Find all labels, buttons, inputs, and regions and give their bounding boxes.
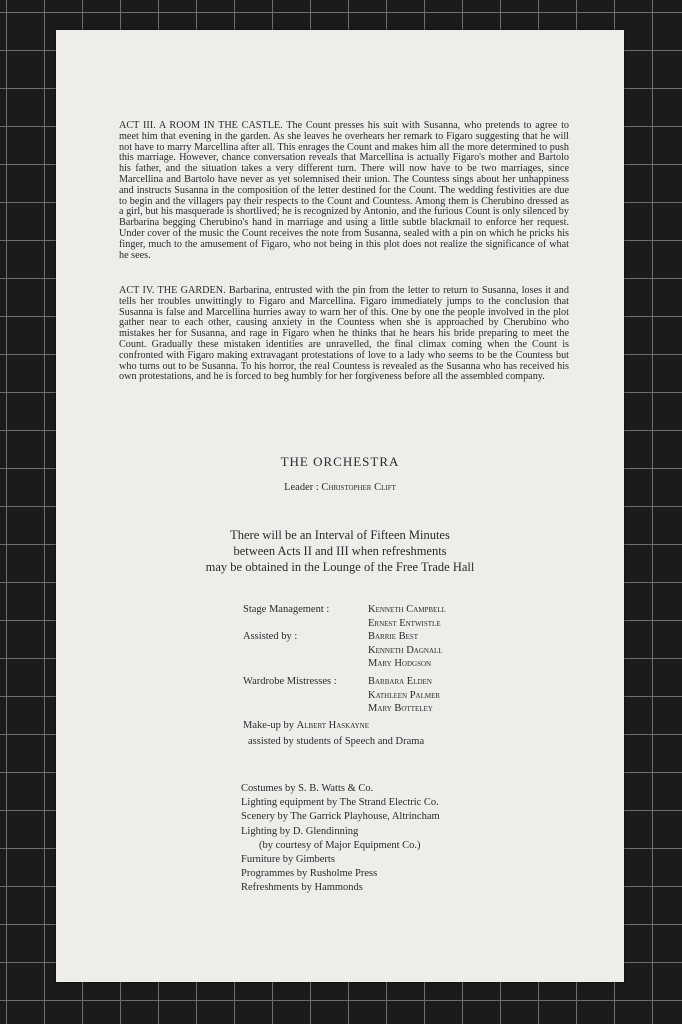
stage-management-label: Stage Management : [243,604,330,615]
assisted-by-label: Assisted by : [243,631,298,642]
makeup-line-1 [243,718,424,734]
production-credits [241,782,440,896]
credit-line: Furniture by Gimberts [241,854,335,866]
makeup-name: Albert Haskayne [296,720,369,731]
crew-name: Barbara Elden [368,676,432,687]
stage-management-names [368,603,446,630]
assisted-by-names [368,630,443,671]
leader-name: Christopher Clift [321,482,396,493]
wardrobe-label: Wardrobe Mistresses : [243,676,337,687]
credit-line: Scenery by The Garrick Playhouse, Altrincham [241,811,440,823]
makeup-credit [243,718,424,750]
crew-name: Kathleen Palmer [368,689,441,701]
interval-notice [56,527,624,575]
crew-name: Barrie Best [368,631,419,642]
orchestra-leader [56,482,624,493]
makeup-prefix: Make-up by [243,720,295,731]
programme-page [56,30,624,982]
crew-name: Kenneth Dagnall [368,644,443,656]
credit-line: Programmes by Rusholme Press [241,868,378,880]
act-3-synopsis: ACT III. A ROOM IN THE CASTLE. The Count presses his suit with Susanna, who pretends to agree to meet him that evening in the garden. As she leaves he overhears her remark to Figaro suggesting that he will not have to marry Marcellina after all. This enrages the Count and makes him all the more determined to push this marriage. However, chance conversation reveals that Marcellina is actually Figaro's mother and Bartolo his father, and the situation takes a very different turn. There will now have to be two marriages, since Marcellina and Bartolo have never as yet solemnised their union. The Countess sings about her unhappiness and instructs Susanna in the composition of the letter destined for the Count. The wedding festivities are due to begin and the villagers pay their respects to the Count and Countess. Among them is Cherubino dressed as a girl, but his masquerade is shortlived; he is recognized by Antonio, and the furious Count is only silenced by Barbarina begging Cherubino's hand in marriage and using a little subtle blackmail to enforce her request. Under cover of the music the Count receives the note from Susanna, sealed with a pin on which he pricks his finger, much to the amusement of Figaro, who not being in this plot does not realize the significance of what he sees. [119,120,569,261]
crew-name: Ernest Entwistle [368,617,441,629]
credit-line: (by courtesy of Major Equipment Co.) [259,839,421,851]
leader-label: Leader : [284,482,319,493]
crew-name: Mary Hodgson [368,658,432,670]
makeup-line-2: assisted by students of Speech and Drama [248,736,425,747]
wardrobe-names [368,675,440,716]
interval-line-3: may be obtained in the Lounge of the Free Trade Hall [205,560,475,574]
credit-line: Refreshments by Hammonds [241,882,363,894]
orchestra-heading: THE ORCHESTRA [280,454,400,469]
credit-line: Lighting equipment by The Strand Electric Co. [241,797,439,809]
act-4-synopsis: ACT IV. THE GARDEN. Barbarina, entrusted with the pin from the letter to return to Susanna, loses it and tells her troubles unwittingly to Figaro and Marcellina. Figaro immediately jumps to the conclusion that Susanna is false and Marcellina hurries away to warn her of this. One by one the people involved in the plot gather near to each other, causing anxiety in the Countess when she is approached by Cherubino who mistakes her for Susanna, and rage in Figaro when he thinks that he hears his bride preparing to meet the Count. Gradually these mistaken identities are unravelled, the final climax coming when the Count is confronted with Figaro making extravagant protestations of love to a lady who seems to be the Countess but who turns out to be Susanna. To his horror, the real Countess is revealed as the Susanna who has received his own protestations, and he is forced to beg humbly for her forgiveness before all the assembled company. [119,285,569,383]
crew-name: Kenneth Campbell [368,604,446,615]
crew-name: Mary Botteley [368,703,433,715]
interval-line-2: between Acts II and III when refreshments [233,544,447,558]
credit-line: Lighting by D. Glendinning [241,825,359,837]
credit-line: Costumes by S. B. Watts & Co. [241,783,374,794]
interval-line-1: There will be an Interval of Fifteen Minutes [230,528,450,542]
